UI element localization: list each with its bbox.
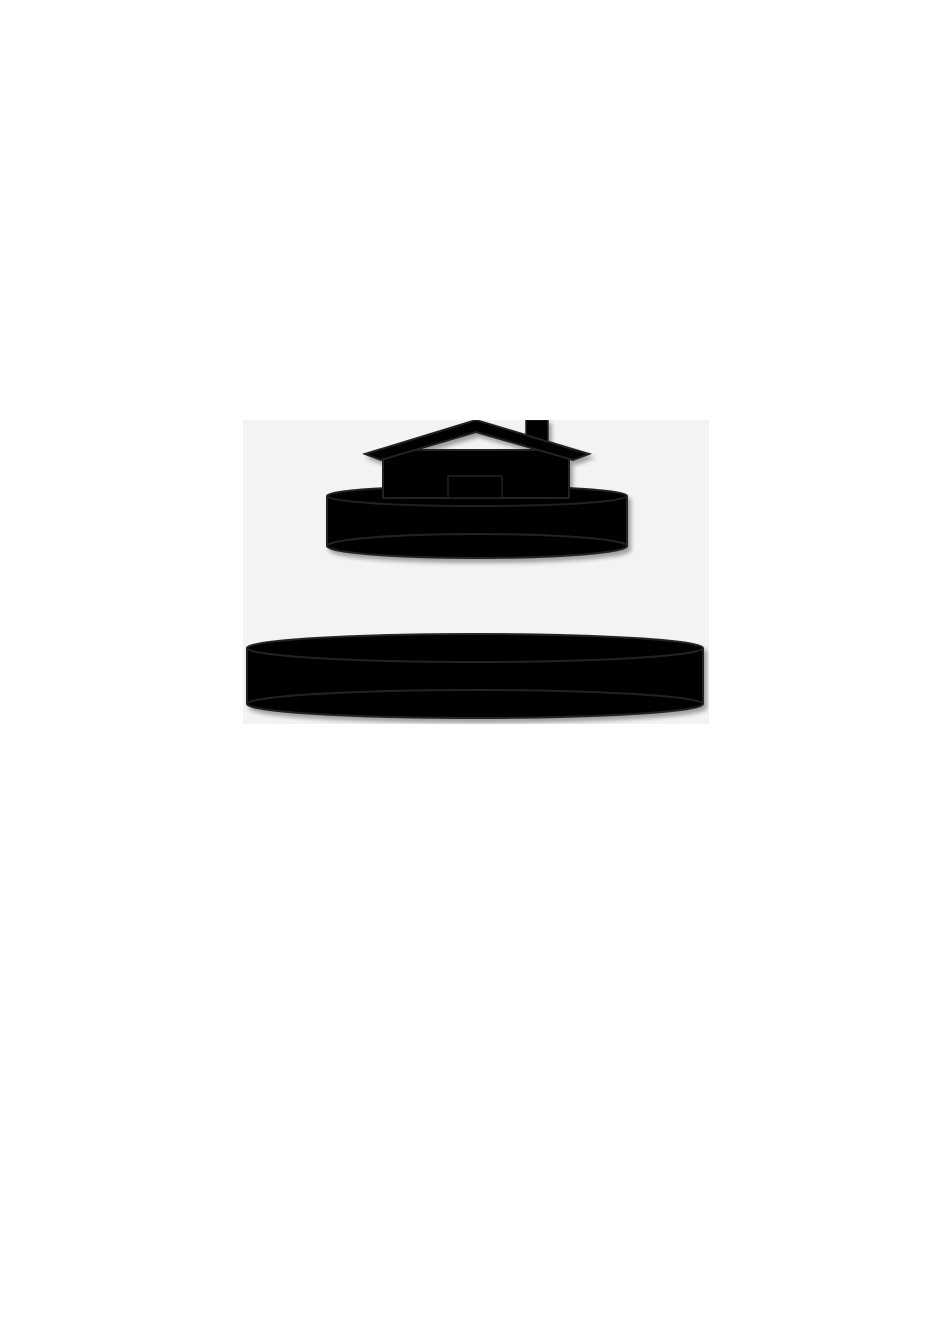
integration-house-diagram (243, 420, 709, 724)
base-platform (247, 634, 703, 718)
